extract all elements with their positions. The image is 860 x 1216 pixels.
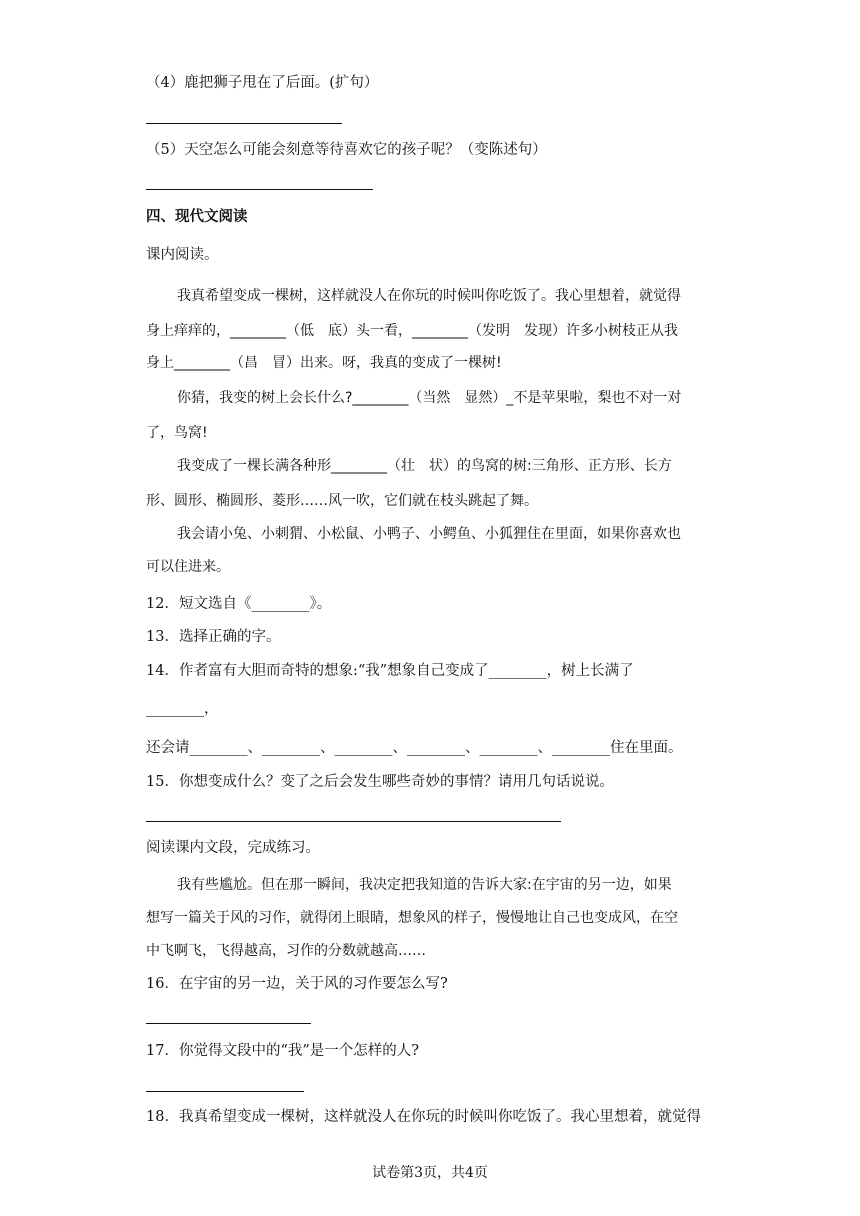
passage-line: 形、圆形、椭圆形、菱形……风一吹，它们就在枝头跳起了舞。 bbox=[146, 493, 538, 509]
reading-intro: 课内阅读。 bbox=[146, 247, 219, 263]
passage-line: 可以住进来。 bbox=[146, 559, 230, 575]
passage-line: 身上痒痒的，________（低 底）头一看，________（发明 发现）许多小树枝正从我 bbox=[146, 323, 678, 339]
passage-line: 我真希望变成一棵树，这样就没人在你玩的时候叫你吃饭了。我心里想着，就觉得 bbox=[177, 288, 681, 304]
question-15: 15．你想变成什么？变了之后会发生哪些奇妙的事情？请用几句话说说。 bbox=[146, 774, 614, 790]
question-16: 16．在宇宙的另一边，关于风的习作要怎么写? bbox=[146, 976, 448, 992]
page-footer: 试卷第3页，共4页 bbox=[372, 1165, 488, 1181]
reading-intro-2: 阅读课内文段，完成练习。 bbox=[146, 840, 320, 856]
question-12: 12．短文选自《________》。 bbox=[146, 596, 332, 612]
passage-line: 中飞啊飞，飞得越高，习作的分数就越高…… bbox=[146, 943, 426, 959]
question-18: 18．我真希望变成一棵树，这样就没人在你玩的时候叫你吃饭了。我心里想着，就觉得 bbox=[146, 1109, 701, 1125]
question-13: 13．选择正确的字。 bbox=[146, 629, 281, 645]
passage-line: 想写一篇关于风的习作，就得闭上眼睛，想象风的样子，慢慢地让自己也变成风，在空 bbox=[146, 910, 678, 926]
answer-line-q5[interactable] bbox=[146, 189, 373, 190]
question-17: 17．你觉得文段中的“我”是一个怎样的人? bbox=[146, 1043, 420, 1059]
passage-line: 我有些尴尬。但在那一瞬间，我决定把我知道的告诉大家:在宇宙的另一边，如果 bbox=[177, 877, 672, 893]
passage-line: 我变成了一棵长满各种形________（壮 状）的鸟窝的树:三角形、正方形、长方 bbox=[177, 458, 672, 474]
passage-line: 你猜，我变的树上会长什么?________（当然 显然）_不是苹果啦，梨也不对一对 bbox=[177, 390, 682, 406]
passage-line: 我会请小兔、小刺猬、小松鼠、小鸭子、小鳄鱼、小狐狸住在里面，如果你喜欢也 bbox=[177, 526, 681, 542]
question-5: （5）天空怎么可能会刻意等待喜欢它的孩子呢？（变陈述句） bbox=[146, 142, 547, 158]
section-heading: 四、现代文阅读 bbox=[146, 208, 248, 225]
answer-line-q15[interactable] bbox=[146, 821, 561, 822]
question-14-blank: ________， bbox=[146, 701, 219, 717]
question-14-cont: 还会请________、________、________、________、________、________住在里面。 bbox=[146, 740, 683, 756]
answer-line-q16[interactable] bbox=[146, 1023, 311, 1024]
question-4: （4）鹿把狮子甩在了后面。(扩句） bbox=[146, 75, 379, 91]
passage-line: 了，鸟窝! bbox=[146, 425, 208, 441]
answer-line-q17[interactable] bbox=[146, 1091, 304, 1092]
passage-line: 身上________（昌 冒）出来。呀，我真的变成了一棵树! bbox=[146, 355, 502, 371]
question-14: 14．作者富有大胆而奇特的想象:“我”想象自己变成了________，树上长满了 bbox=[146, 663, 634, 679]
answer-line-q4[interactable] bbox=[146, 123, 342, 124]
